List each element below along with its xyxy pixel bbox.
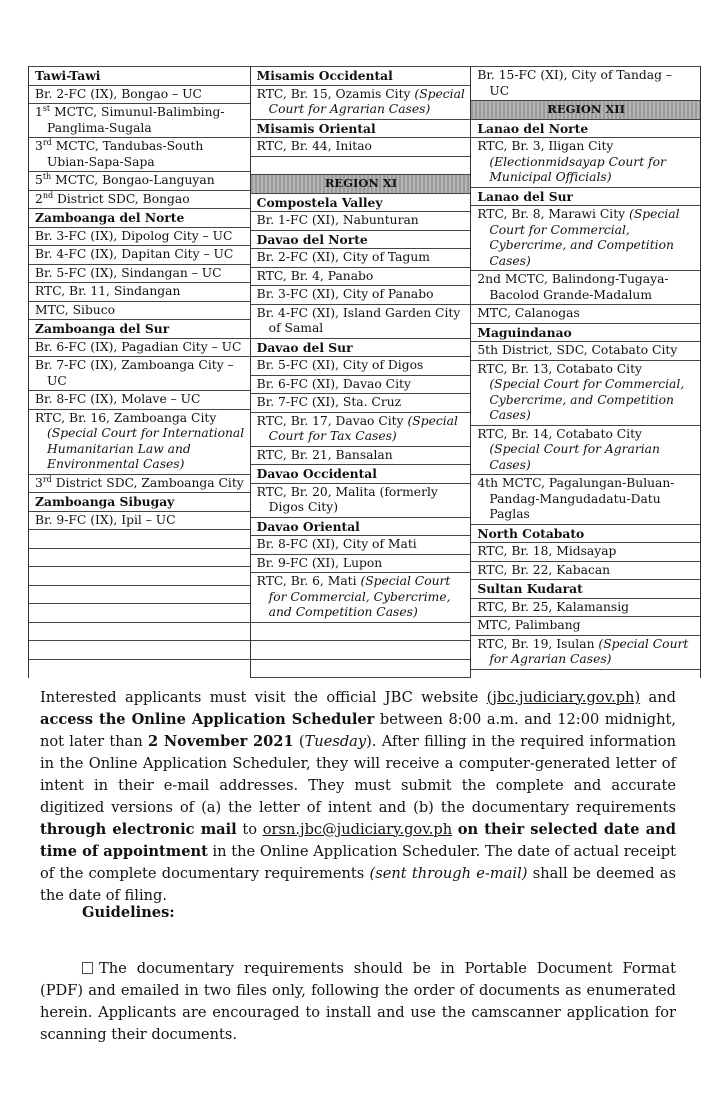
province-header: [471, 323, 700, 342]
table-cell: [29, 474, 250, 493]
province-header: [251, 517, 471, 536]
cell-text: MCTC, Simunul-Balimbing-Panglima-Sugala: [47, 105, 225, 135]
ordinal-number: 3: [35, 475, 43, 490]
province-header: [251, 230, 471, 249]
paragraph-text: 2 November 2021: [148, 732, 294, 750]
province-header: [29, 492, 250, 511]
cell-text: Zamboanga Sibugay: [35, 494, 175, 509]
cell-text: RTC, Br. 22, Kabacan: [477, 562, 611, 577]
table-cell: [251, 554, 471, 573]
region-header: [471, 100, 700, 119]
table-cell: [471, 341, 700, 360]
court-designation: (Special Court for Agrarian Cases): [489, 442, 660, 472]
cell-text: RTC, Br. 11, Sindangan: [35, 284, 181, 298]
cell-text: District SDC, Bongao: [53, 191, 190, 206]
cell-text: Lanao del Norte: [477, 120, 589, 136]
table-cell: [251, 156, 471, 175]
cell-text: RTC, Br. 16, Zamboanga City: [35, 410, 217, 425]
table-cell: [251, 375, 471, 394]
cell-text: Br. 7-FC (XI), Sta. Cruz: [256, 395, 402, 409]
paragraph-text: (sent through e-mail): [369, 864, 528, 882]
table-cell: [29, 171, 250, 190]
table-cell: [29, 529, 250, 548]
ordinal-number: 2: [35, 191, 43, 206]
table-cell: [29, 548, 250, 567]
cell-text: RTC, Br. 15, Ozamis City: [256, 86, 415, 101]
table-cell: [29, 338, 250, 357]
table-cell: [251, 622, 471, 641]
paragraph-text: Tuesday: [304, 732, 367, 750]
table-cell: [29, 390, 250, 409]
cell-text: Davao Oriental: [256, 518, 360, 534]
cell-text: Misamis Occidental: [256, 68, 393, 83]
court-designation: (Special Court for Agrarian Cases): [268, 86, 465, 116]
guideline-item: [40, 958, 676, 1046]
ordinal-suffix: rd: [42, 474, 52, 484]
cell-text: RTC, Br. 13, Cotabato City: [477, 361, 642, 376]
province-header: [251, 119, 471, 138]
cell-text: Br. 9-FC (IX), Ipil – UC: [35, 512, 176, 527]
table-column: [28, 66, 250, 678]
cell-text: RTC, Br. 3, Iligan City: [477, 139, 614, 153]
table-cell: [471, 66, 700, 100]
cell-text: REGION XII: [547, 102, 626, 116]
cell-text: Br. 2-FC (XI), City of Tagum: [256, 250, 430, 264]
cell-text: Br. 1-FC (XI), Nabunturan: [256, 213, 419, 227]
paragraph-text: ). After filling in the required information in the Online Application Scheduler, they will receive a computer-generated letter of intent in their e-mail addresses. They must submit the complete and accurate digitized versions of (a) the letter of intent and (b) the documentary requirements: [40, 732, 676, 816]
cell-text: RTC, Br. 6, Mati: [256, 574, 361, 588]
court-designation: (Special Court for Agrarian Cases): [489, 636, 689, 666]
table-cell: [471, 561, 700, 580]
cell-text: Davao del Sur: [256, 339, 353, 355]
table-cell: [29, 301, 250, 320]
province-header: [471, 187, 700, 206]
table-cell: [29, 245, 250, 264]
table-cell: [251, 535, 471, 554]
table-cell: [29, 640, 250, 660]
ordinal-number: 1: [35, 105, 43, 119]
cell-text: Br. 3-FC (XI), City of Panabo: [256, 287, 434, 301]
court-designation: (Electionmidsayap Court for Municipal Officials): [489, 154, 666, 184]
link[interactable]: (jbc.judiciary.gov.ph): [486, 688, 641, 706]
cell-text: RTC, Br. 44, Initao: [256, 139, 372, 153]
table-cell: [29, 190, 250, 209]
table-cell: [251, 412, 471, 446]
cell-text: MTC, Palimbang: [477, 618, 581, 632]
link[interactable]: orsn.jbc@judiciary.gov.ph: [262, 820, 453, 838]
cell-text: Davao Occidental: [256, 466, 377, 481]
paragraph-text: on their selected date and time of appointment: [40, 820, 676, 860]
cell-text: Br. 6-FC (XI), Davao City: [256, 376, 411, 391]
cell-text: Br. 5-FC (IX), Sindangan – UC: [35, 265, 222, 280]
cell-text: REGION XI: [324, 176, 398, 190]
cell-text: MTC, Sibuco: [35, 302, 116, 317]
ordinal-suffix: th: [42, 171, 52, 181]
cell-text: Br. 3-FC (IX), Dipolog City – UC: [35, 228, 233, 243]
guidelines-heading: Guidelines:: [82, 904, 175, 921]
table-cell: [251, 248, 471, 267]
table-cell: [251, 285, 471, 304]
cell-text: Compostela Valley: [256, 194, 383, 210]
province-header: [251, 66, 471, 85]
cell-text: RTC, Br. 4, Panabo: [256, 268, 374, 283]
cell-text: RTC, Br. 19, Isulan: [477, 636, 599, 651]
table-cell: [251, 659, 471, 679]
cell-text: Br. 15-FC (XI), City of Tandag – UC: [477, 68, 673, 98]
cell-text: RTC, Br. 21, Bansalan: [256, 447, 393, 462]
cell-text: Br. 6-FC (IX), Pagadian City – UC: [35, 339, 242, 354]
guideline-text: The documentary requirements should be in Portable Document Format (PDF) and emailed in two files only, following the order of documents as enumerated herein. Applicants are encouraged to install and use the camscanner application for scanning their documents.: [40, 959, 676, 1043]
table-cell: [251, 483, 471, 517]
ordinal-suffix: nd: [42, 190, 54, 200]
courts-table: [28, 66, 701, 678]
cell-text: Lanao del Sur: [477, 188, 574, 204]
paragraph-text: in the Online Application Scheduler. The date of actual receipt of the complete documentary requirements: [40, 842, 676, 882]
table-cell: [29, 566, 250, 585]
cell-text: MTC, Calanogas: [477, 306, 580, 320]
table-cell: [251, 393, 471, 412]
cell-text: Br. 9-FC (XI), Lupon: [256, 555, 383, 570]
cell-text: Br. 2-FC (IX), Bongao – UC: [35, 86, 202, 101]
table-cell: [471, 474, 700, 524]
checkbox-bullet-icon: [82, 962, 93, 974]
province-header: [251, 464, 471, 483]
cell-text: Zamboanga del Norte: [35, 210, 185, 225]
cell-text: RTC, Br. 8, Marawi City: [477, 207, 630, 221]
table-cell: [29, 264, 250, 283]
province-header: [251, 338, 471, 357]
ordinal-number: 5: [35, 173, 43, 187]
table-cell: [29, 356, 250, 390]
court-designation: (Special Court for International Humanitarian Law and Environmental Cases): [47, 426, 245, 471]
table-cell: [251, 304, 471, 338]
paragraph-text: (: [293, 732, 305, 750]
province-header: [29, 208, 250, 227]
cell-text: RTC, Br. 25, Kalamansig: [477, 599, 630, 614]
table-cell: [471, 598, 700, 617]
table-cell: [29, 282, 250, 301]
cell-text: Br. 7-FC (IX), Zamboanga City – UC: [35, 358, 234, 388]
paragraph-text: between 8:00 a.m. and 12:00 midnight, not later than: [40, 710, 676, 750]
cell-text: RTC, Br. 20, Malita (formerly Digos City): [256, 484, 438, 514]
court-designation: (Special Court for Commercial, Cybercrime, and Competition Cases): [268, 574, 451, 619]
paragraph-text: access the Online Application Scheduler: [40, 710, 375, 728]
court-designation: (Special Court for Commercial, Cybercrime, and Competition Cases): [489, 377, 685, 422]
table-cell: [29, 85, 250, 104]
table-cell: [471, 425, 700, 475]
court-designation: (Special Court for Tax Cases): [268, 413, 458, 443]
province-header: [29, 319, 250, 338]
table-cell: [251, 267, 471, 286]
paragraph-text: to: [236, 820, 263, 838]
table-cell: [29, 227, 250, 246]
table-cell: [251, 85, 471, 119]
table-column: [470, 66, 700, 678]
table-cell: [471, 635, 700, 670]
table-cell: [471, 270, 700, 304]
cell-text: 5th District, SDC, Cotabato City: [477, 343, 678, 357]
cell-text: Zamboanga del Sur: [35, 321, 170, 336]
table-cell: [471, 137, 700, 187]
cell-text: Br. 5-FC (XI), City of Digos: [256, 358, 424, 372]
paragraph-text: and: [640, 688, 676, 706]
table-cell: [29, 603, 250, 622]
cell-text: Br. 4-FC (XI), Island Garden City of Samal: [256, 305, 461, 335]
table-cell: [251, 446, 471, 465]
table-cell: [251, 137, 471, 156]
cell-text: Br. 8-FC (IX), Molave – UC: [35, 392, 201, 406]
table-cell: [29, 585, 250, 604]
ordinal-suffix: rd: [42, 137, 52, 147]
table-cell: [29, 622, 250, 641]
table-cell: [251, 640, 471, 659]
cell-text: Tawi-Tawi: [35, 68, 101, 83]
table-cell: [471, 616, 700, 635]
table-cell: [29, 409, 250, 474]
cell-text: MCTC, Bongao-Languyan: [51, 173, 215, 187]
cell-text: Br. 4-FC (IX), Dapitan City – UC: [35, 247, 234, 261]
table-cell: [471, 304, 700, 323]
ordinal-suffix: st: [42, 103, 51, 113]
table-cell: [29, 103, 250, 137]
cell-text: Sultan Kudarat: [477, 581, 583, 596]
table-cell: [471, 542, 700, 561]
region-header: [251, 174, 471, 193]
paragraph-text: Interested applicants must visit the official JBC website: [40, 688, 487, 706]
table-cell: [471, 360, 700, 425]
cell-text: 2nd MCTC, Balindong-Tugaya-Bacolod Grande-Madalum: [477, 272, 669, 302]
paragraph-text: shall be deemed as the date of filing.: [40, 864, 676, 904]
province-header: [29, 66, 250, 85]
cell-text: Misamis Oriental: [256, 120, 376, 136]
cell-text: RTC, Br. 14, Cotabato City: [477, 426, 642, 441]
table-cell: [251, 572, 471, 622]
province-header: [251, 193, 471, 212]
table-column: [250, 66, 471, 678]
cell-text: Maguindanao: [477, 324, 572, 340]
cell-text: MCTC, Tandubas-South Ubian-Sapa-Sapa: [47, 139, 204, 169]
cell-text: District SDC, Zamboanga City: [51, 475, 244, 490]
cell-text: RTC, Br. 18, Midsayap: [477, 544, 617, 558]
province-header: [471, 524, 700, 543]
court-designation: (Special Court for Commercial, Cybercrime, and Competition Cases): [489, 207, 680, 268]
cell-text: 4th MCTC, Pagalungan-Buluan-Pandag-Mangudadatu-Datu Paglas: [477, 476, 675, 521]
cell-text: Davao del Norte: [256, 231, 368, 247]
table-cell: [251, 211, 471, 230]
cell-text: RTC, Br. 17, Davao City: [256, 413, 408, 428]
table-cell: [29, 137, 250, 171]
table-cell: [251, 356, 471, 375]
province-header: [471, 579, 700, 598]
table-cell: [471, 205, 700, 270]
ordinal-number: 3: [35, 139, 43, 153]
instructions-paragraph: [40, 687, 676, 907]
paragraph-text: through electronic mail: [40, 820, 237, 838]
table-cell: [29, 511, 250, 530]
cell-text: North Cotabato: [477, 525, 585, 541]
cell-text: Br. 8-FC (XI), City of Mati: [256, 537, 417, 551]
province-header: [471, 119, 700, 138]
